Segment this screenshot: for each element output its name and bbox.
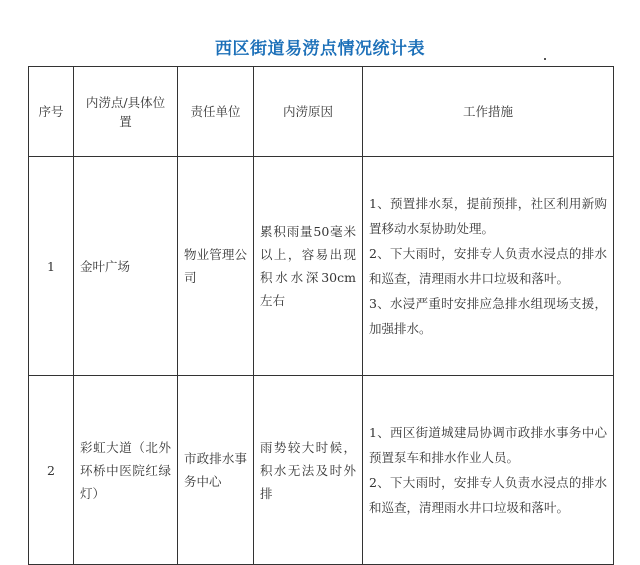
header-unit: 责任单位 (178, 67, 254, 157)
row-location: 金叶广场 (74, 157, 178, 376)
header-location: 内涝点/具体位置 (74, 67, 178, 157)
header-measures: 工作措施 (363, 67, 614, 157)
row-no: 1 (29, 157, 74, 376)
table-row (29, 157, 614, 376)
row-no: 2 (29, 376, 74, 565)
measure-item: 1、西区街道城建局协调市政排水事务中心预置泵车和排水作业人员。 (369, 425, 607, 465)
row-unit: 市政排水事务中心 (178, 376, 254, 565)
row-measures (363, 376, 614, 565)
stray-dot (544, 58, 546, 60)
page-title: 西区街道易涝点情况统计表 (215, 39, 425, 59)
waterlogging-table (28, 66, 614, 565)
header-no: 序号 (29, 67, 74, 157)
row-cause: 累积雨量50毫米以上，容易出现积水水深30cm左右 (254, 157, 363, 376)
row-location: 彩虹大道（北外环桥中医院红绿灯） (74, 376, 178, 565)
measure-item: 2、下大雨时，安排专人负责水浸点的排水和巡查，清理雨水井口垃圾和落叶。 (369, 475, 607, 515)
measure-item: 1、预置排水泵，提前预排，社区利用新购置移动水泵协助处理。 (369, 196, 607, 236)
measure-item: 3、水浸严重时安排应急排水组现场支援，加强排水。 (369, 296, 607, 336)
row-measures (363, 157, 614, 376)
table-row (29, 376, 614, 565)
row-cause: 雨势较大时候，积水无法及时外排 (254, 376, 363, 565)
header-cause: 内涝原因 (254, 67, 363, 157)
table-header-row (29, 67, 614, 157)
measure-item: 2、下大雨时，安排专人负责水浸点的排水和巡查，清理雨水井口垃圾和落叶。 (369, 246, 607, 286)
row-unit: 物业管理公司 (178, 157, 254, 376)
